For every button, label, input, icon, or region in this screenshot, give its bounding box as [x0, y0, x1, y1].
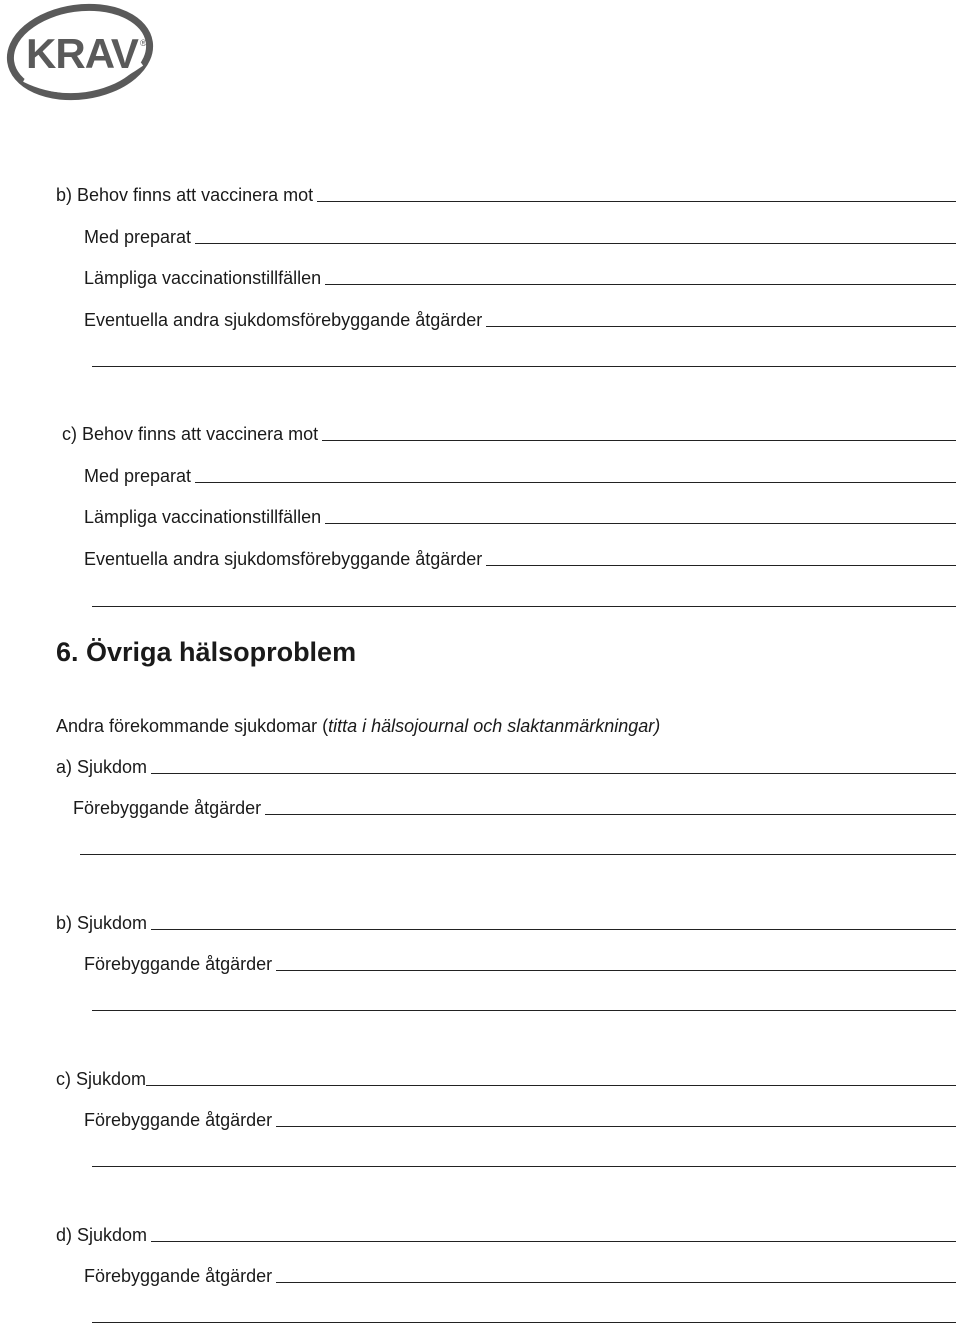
- disease-measures-b: [84, 949, 956, 975]
- disease-measures-field-d[interactable]: [276, 1281, 956, 1283]
- measures-extra-line-c[interactable]: [92, 606, 956, 607]
- disease-extra-line-a[interactable]: [80, 854, 956, 855]
- svg-text:KRAV: KRAV: [26, 30, 138, 77]
- disease-measures-field-a[interactable]: [265, 813, 956, 815]
- disease-field-a[interactable]: [151, 772, 956, 774]
- vaccinate-label-c: c) Behov finns att vaccinera mot: [62, 424, 319, 444]
- disease-field-d[interactable]: [151, 1240, 956, 1242]
- measures-label-b: Eventuella andra sjukdomsförebyggande åtgärder: [84, 310, 483, 330]
- vaccinate-field-c[interactable]: [322, 439, 956, 441]
- disease-measures-field-c[interactable]: [276, 1125, 956, 1127]
- occasions-field-b[interactable]: [325, 283, 956, 285]
- svg-text:®: ®: [140, 38, 147, 48]
- disease-measures-label-c: Förebyggande åtgärder: [84, 1110, 273, 1130]
- disease-label-b: b) Sjukdom: [56, 913, 148, 933]
- disease-measures-label-b: Förebyggande åtgärder: [84, 954, 273, 974]
- vaccinate-against-c: [62, 419, 956, 445]
- disease-measures-c: [84, 1105, 956, 1131]
- preparation-c: [84, 461, 956, 487]
- disease-extra-line-d[interactable]: [92, 1322, 956, 1323]
- preparation-label-c: Med preparat: [84, 466, 192, 486]
- preparation-field-c[interactable]: [195, 481, 956, 483]
- occasions-c: [84, 502, 956, 528]
- intro-plain: Andra förekommande sjukdomar (: [56, 716, 329, 736]
- measures-extra-line-b[interactable]: [92, 366, 956, 367]
- disease-label-a: a) Sjukdom: [56, 757, 148, 777]
- disease-measures-label-a: Förebyggande åtgärder: [73, 798, 262, 818]
- disease-measures-field-b[interactable]: [276, 969, 956, 971]
- measures-label-c: Eventuella andra sjukdomsförebyggande åtgärder: [84, 549, 483, 569]
- vaccinate-against-b: [56, 180, 956, 206]
- intro-italic: titta i hälsojournal och slaktanmärkningar): [328, 716, 661, 736]
- occasions-field-c[interactable]: [325, 522, 956, 524]
- disease-b: [56, 908, 956, 934]
- disease-label-d: d) Sjukdom: [56, 1225, 148, 1245]
- disease-field-c[interactable]: [146, 1084, 956, 1086]
- preparation-label-b: Med preparat: [84, 227, 192, 247]
- disease-measures-d: [84, 1261, 956, 1287]
- disease-extra-line-c[interactable]: [92, 1166, 956, 1167]
- disease-field-b[interactable]: [151, 928, 956, 930]
- occasions-label-c: Lämpliga vaccinationstillfällen: [84, 507, 322, 527]
- measures-c: [84, 544, 956, 570]
- measures-b: [84, 305, 956, 331]
- vaccinate-field-b[interactable]: [317, 200, 956, 202]
- vaccinate-label-b: b) Behov finns att vaccinera mot: [56, 185, 314, 205]
- preparation-field-b[interactable]: [195, 242, 956, 244]
- disease-c: [56, 1064, 956, 1090]
- intro-text: [56, 714, 660, 738]
- measures-field-c[interactable]: [486, 564, 956, 566]
- preparation-b: [84, 222, 956, 248]
- disease-measures-a: [73, 793, 956, 819]
- occasions-label-b: Lämpliga vaccinationstillfällen: [84, 268, 322, 288]
- disease-extra-line-b[interactable]: [92, 1010, 956, 1011]
- krav-logo: [4, 2, 156, 102]
- disease-measures-label-d: Förebyggande åtgärder: [84, 1266, 273, 1286]
- disease-a: [56, 752, 956, 778]
- occasions-b: [84, 263, 956, 289]
- section-heading: 6. Övriga hälsoproblem: [56, 637, 357, 667]
- disease-label-c: c) Sjukdom: [56, 1069, 147, 1089]
- disease-d: [56, 1220, 956, 1246]
- measures-field-b[interactable]: [486, 325, 956, 327]
